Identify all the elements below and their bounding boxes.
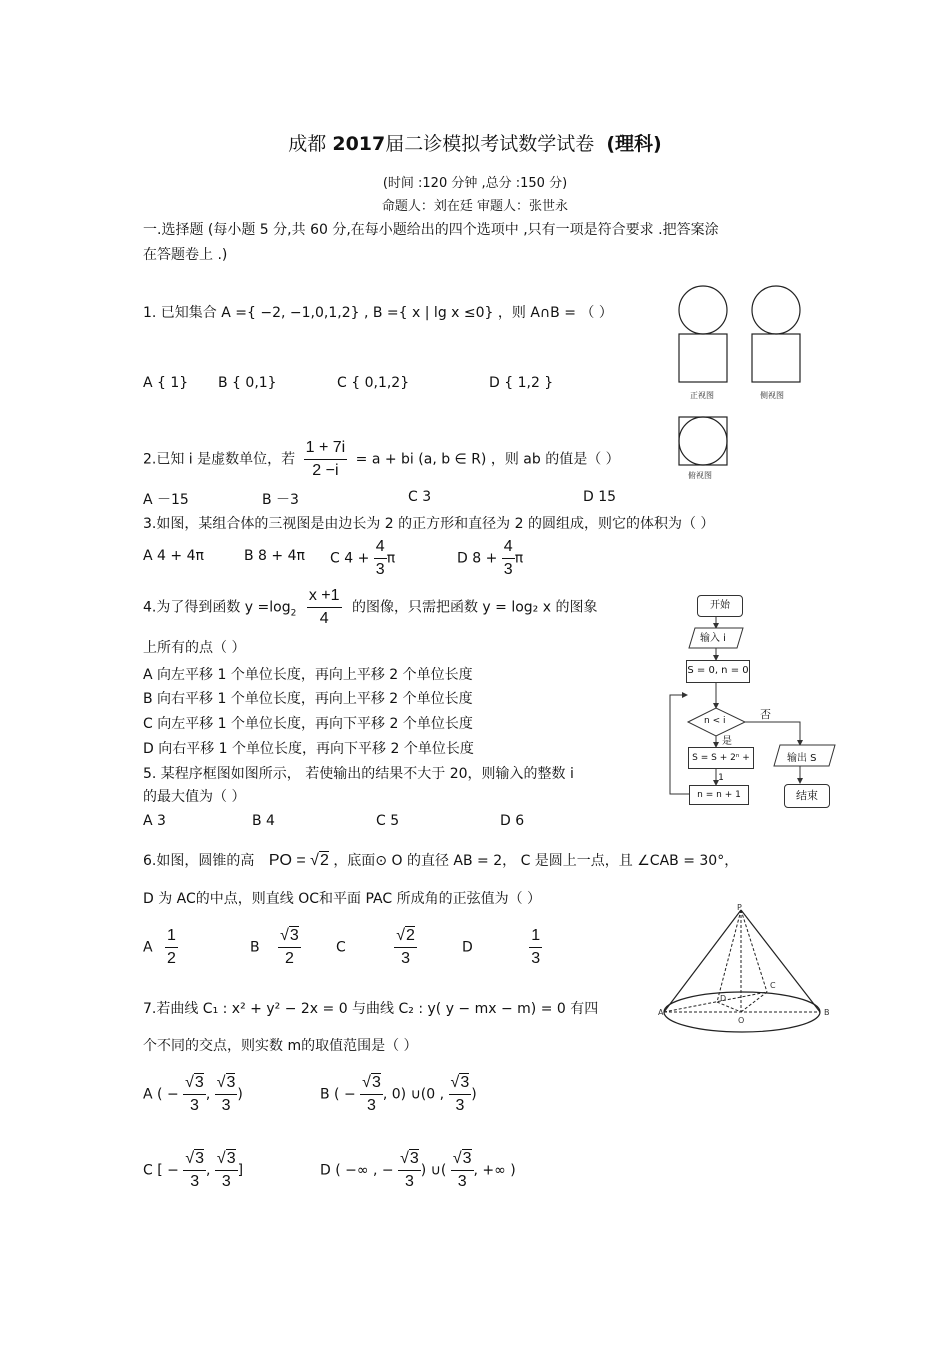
fraction-denominator: 3 xyxy=(215,1094,238,1117)
question-7-option-a xyxy=(143,1072,243,1117)
flow-update-s: S = S + 2ⁿ + 1 xyxy=(688,747,754,769)
question-5-option-b: B 4 xyxy=(252,813,275,829)
front-view-square xyxy=(679,334,727,382)
question-2-stem xyxy=(143,437,620,482)
cone-label-c: C xyxy=(770,981,776,990)
fraction-numerator: 3 xyxy=(460,1074,470,1091)
option-post: , +∞ ) xyxy=(473,1162,516,1179)
cone-label-b: B xyxy=(824,1008,830,1017)
option-fraction: $\frac{√3}{3}$ xyxy=(451,1148,474,1193)
question-3-stem: 3.如图，某组合体的三视图是由边长为 2 的正方形和直径为 2 的圆组成，则它的体积为（ ） xyxy=(143,516,715,532)
fraction-numerator: 3 xyxy=(289,927,299,944)
front-view-circle xyxy=(679,286,727,334)
option-fraction xyxy=(529,925,542,970)
title-part: 届二诊模拟考试数学试卷 xyxy=(385,133,595,155)
fraction-denominator: 3 xyxy=(398,1170,421,1193)
question-6-option-b xyxy=(250,925,301,970)
option-c-pre: C 4 + xyxy=(330,550,370,567)
option-label: C xyxy=(336,939,346,956)
question-4-post: 的图像，只需把函数 y = log₂ x 的图象 xyxy=(351,599,598,616)
fraction-numerator: 2 xyxy=(406,927,415,944)
cone-label-a: A xyxy=(658,1008,664,1017)
question-7-option-b xyxy=(320,1072,477,1117)
question-4-option-a: A 向左平移 1 个单位长度，再向上平移 2 个单位长度 xyxy=(143,667,473,683)
option-sep: ) ∪( xyxy=(420,1162,447,1179)
fraction-numerator: 3 xyxy=(226,1150,236,1167)
question-6-option-a xyxy=(143,925,178,970)
fraction-numerator: 3 xyxy=(409,1150,419,1167)
exam-time-info: (时间 :120 分钟 ,总分 :150 分) xyxy=(382,176,568,191)
fraction-denominator: 3 xyxy=(394,947,417,970)
log-base: 2 xyxy=(290,608,297,619)
three-view-figure xyxy=(670,282,810,487)
question-5-option-a: A 3 xyxy=(143,813,166,829)
question-6-option-d xyxy=(462,925,542,970)
title-year: 2017 xyxy=(332,133,386,155)
flow-yes-label: 是 xyxy=(722,736,732,747)
fraction-denominator: 4 xyxy=(319,610,329,627)
height-expr: PO = xyxy=(268,852,306,869)
option-d-post: π xyxy=(514,550,524,567)
question-3-option-d xyxy=(457,536,523,581)
option-sep: , xyxy=(205,1086,211,1103)
fraction-numerator: 1 xyxy=(531,927,541,944)
question-4-stem-cont: 上所有的点（ ） xyxy=(143,640,246,656)
option-post: ) xyxy=(237,1086,243,1103)
question-4-option-b: B 向右平移 1 个单位长度，再向上平移 2 个单位长度 xyxy=(143,691,473,707)
question-1-option-a: A { 1} xyxy=(143,375,189,391)
fraction-denominator: 3 xyxy=(449,1094,472,1117)
fraction-numerator: 1 + 7i xyxy=(304,437,348,460)
flow-input: 输入 i xyxy=(700,633,726,644)
flow-update-n: n = n + 1 xyxy=(689,785,749,805)
question-1-option-c: C { 0,1,2} xyxy=(337,375,410,391)
flow-init: S = 0, n = 0 xyxy=(686,660,750,683)
page-title xyxy=(0,129,950,156)
side-view-square xyxy=(752,334,800,382)
option-pre: B ( − xyxy=(320,1086,356,1103)
side-view-circle xyxy=(752,286,800,334)
option-fraction: $\frac{√3}{2}$ xyxy=(278,925,301,970)
fraction-denominator: 2 xyxy=(278,947,301,970)
question-7-option-d xyxy=(320,1148,516,1193)
question-4-option-d: D 向右平移 1 个单位长度，再向下平移 2 个单位长度 xyxy=(143,741,474,757)
fraction-denominator: 2 −i xyxy=(312,462,339,479)
sqrt-value: 2 xyxy=(319,852,329,869)
question-2-pre: 2.已知 i 是虚数单位，若 xyxy=(143,451,296,468)
question-6-post: ，底面⊙ O 的直径 AB = 2， C 是圆上一点，且 ∠CAB = 30°， xyxy=(333,853,739,869)
question-1-option-d: D { 1,2 } xyxy=(489,375,554,391)
question-4-pre: 4.为了得到函数 y =log xyxy=(143,599,291,616)
fraction-numerator: 3 xyxy=(226,1074,236,1091)
top-view-label: 俯视图 xyxy=(688,471,712,480)
option-fraction: $\frac{√3}{3}$ xyxy=(215,1148,238,1193)
flow-no-label: 否 xyxy=(760,708,771,721)
question-6-pre: 6.如图，圆锥的高 xyxy=(143,853,255,869)
option-c-post: π xyxy=(386,550,396,567)
question-5-stem-cont: 的最大值为（ ） xyxy=(143,789,246,805)
fraction-denominator: 2 xyxy=(165,947,178,970)
section-heading: 一.选择题 (每小题 5 分,共 60 分,在每小题给出的四个选项中 ,只有一项是符合要求 .把答案涂 xyxy=(143,222,719,238)
question-7-stem: 7.若曲线 C₁ : x² + y² − 2x = 0 与曲线 C₂ : y( y − mx − m) = 0 有四 xyxy=(143,1001,599,1017)
fraction-denominator: 3 xyxy=(529,947,542,970)
question-5-stem: 5. 某程序框图如图所示， 若使输出的结果不大于 20，则输入的整数 i xyxy=(143,766,574,782)
option-d-fraction xyxy=(502,536,515,581)
question-1-option-b: B { 0,1} xyxy=(218,375,277,391)
option-fraction xyxy=(165,925,178,970)
section-heading-cont: 在答题卷上 .) xyxy=(143,247,228,263)
option-post: ) xyxy=(471,1086,477,1103)
exam-authors: 命题人：刘在廷 审题人：张世永 xyxy=(381,199,569,214)
fraction-numerator: 3 xyxy=(195,1150,205,1167)
option-pre: A ( − xyxy=(143,1086,179,1103)
fraction-denominator: 3 xyxy=(183,1170,206,1193)
question-1-stem: 1. 已知集合 A ={ −2, −1,0,1,2} , B ={ x | lg x ≤0} ，则 A∩B = （ ） xyxy=(143,305,613,321)
side-view-label: 侧视图 xyxy=(760,391,784,400)
option-c-fraction xyxy=(374,536,387,581)
option-fraction: $\frac{√3}{3}$ xyxy=(449,1072,472,1117)
question-7-option-c xyxy=(143,1148,243,1193)
question-2-post: = a + bi (a, b ∈ R) ，则 ab 的值是（ ） xyxy=(355,451,620,468)
fraction-numerator: 3 xyxy=(194,1074,204,1091)
flow-end: 结束 xyxy=(784,784,830,808)
fraction-numerator: 1 xyxy=(167,927,176,944)
question-2-option-d: D 15 xyxy=(583,489,617,505)
option-fraction: $\frac{√2}{3}$ xyxy=(394,925,417,970)
cone-label-o: O xyxy=(738,1016,745,1025)
fraction-numerator: x +1 xyxy=(307,585,342,608)
question-3-option-c xyxy=(330,536,395,581)
option-sep: , 0) ∪(0 , xyxy=(382,1086,445,1103)
question-4-option-c: C 向左平移 1 个单位长度，再向下平移 2 个单位长度 xyxy=(143,716,473,732)
flow-output: 输出 S xyxy=(787,753,817,764)
title-part: 成都 xyxy=(288,133,327,155)
question-4-stem xyxy=(143,585,597,630)
question-2-option-a: A －15 xyxy=(143,492,189,508)
question-2-option-c: C 3 xyxy=(408,489,432,505)
option-fraction: $\frac{√3}{3}$ xyxy=(398,1148,421,1193)
option-label: A xyxy=(143,939,153,956)
fraction-denominator: 3 xyxy=(375,561,385,578)
fraction-numerator: 4 xyxy=(502,536,515,559)
top-view-circle xyxy=(679,417,727,465)
fraction-denominator: 3 xyxy=(360,1094,383,1117)
question-2-fraction xyxy=(304,437,348,482)
question-3-option-a: A 4 + 4π xyxy=(143,548,204,564)
fraction-numerator: 4 xyxy=(374,536,387,559)
front-view-label: 正视图 xyxy=(690,391,714,400)
question-2-option-b: B －3 xyxy=(262,492,299,508)
option-label: B xyxy=(250,939,260,956)
option-pre: D ( −∞ , − xyxy=(320,1162,394,1179)
question-4-fraction xyxy=(307,585,342,630)
question-6-stem-cont: D 为 AC的中点，则直线 OC和平面 PAC 所成角的正弦值为（ ） xyxy=(143,891,542,907)
option-sep: , xyxy=(206,1162,211,1179)
option-fraction: $\frac{√3}{3}$ xyxy=(183,1148,206,1193)
flow-start: 开始 xyxy=(697,595,743,617)
option-fraction: $\frac{√3}{3}$ xyxy=(183,1072,206,1117)
flow-condition: n < i xyxy=(704,716,726,726)
fraction-denominator: 3 xyxy=(215,1170,238,1193)
fraction-numerator: 3 xyxy=(462,1150,472,1167)
option-post: ] xyxy=(237,1162,244,1179)
option-d-pre: D 8 + xyxy=(457,550,498,567)
question-5-option-c: C 5 xyxy=(376,813,400,829)
cone-label-p: P xyxy=(737,903,742,912)
question-6-option-c xyxy=(336,925,417,970)
option-pre: C [ − xyxy=(143,1162,179,1179)
cone-label-d: D xyxy=(720,994,727,1003)
fraction-denominator: 3 xyxy=(183,1094,206,1117)
fraction-denominator: 3 xyxy=(451,1170,474,1193)
question-5-option-d: D 6 xyxy=(500,813,525,829)
question-7-stem-cont: 个不同的交点，则实数 m的取值范围是（ ） xyxy=(143,1038,418,1054)
option-label: D xyxy=(462,939,473,956)
title-subject: (理科) xyxy=(606,133,662,155)
option-fraction: $\frac{√3}{3}$ xyxy=(215,1072,238,1117)
cone-figure xyxy=(655,900,835,1040)
fraction-numerator: 3 xyxy=(371,1074,381,1091)
question-6-stem: 6.如图，圆锥的高 PO = √2 ，底面⊙ O 的直径 AB = 2， C 是圆上一点，且 ∠CAB = 30°， xyxy=(143,852,739,869)
option-fraction: $\frac{√3}{3}$ xyxy=(360,1072,383,1117)
fraction-denominator: 3 xyxy=(503,561,513,578)
question-3-option-b: B 8 + 4π xyxy=(244,548,305,564)
